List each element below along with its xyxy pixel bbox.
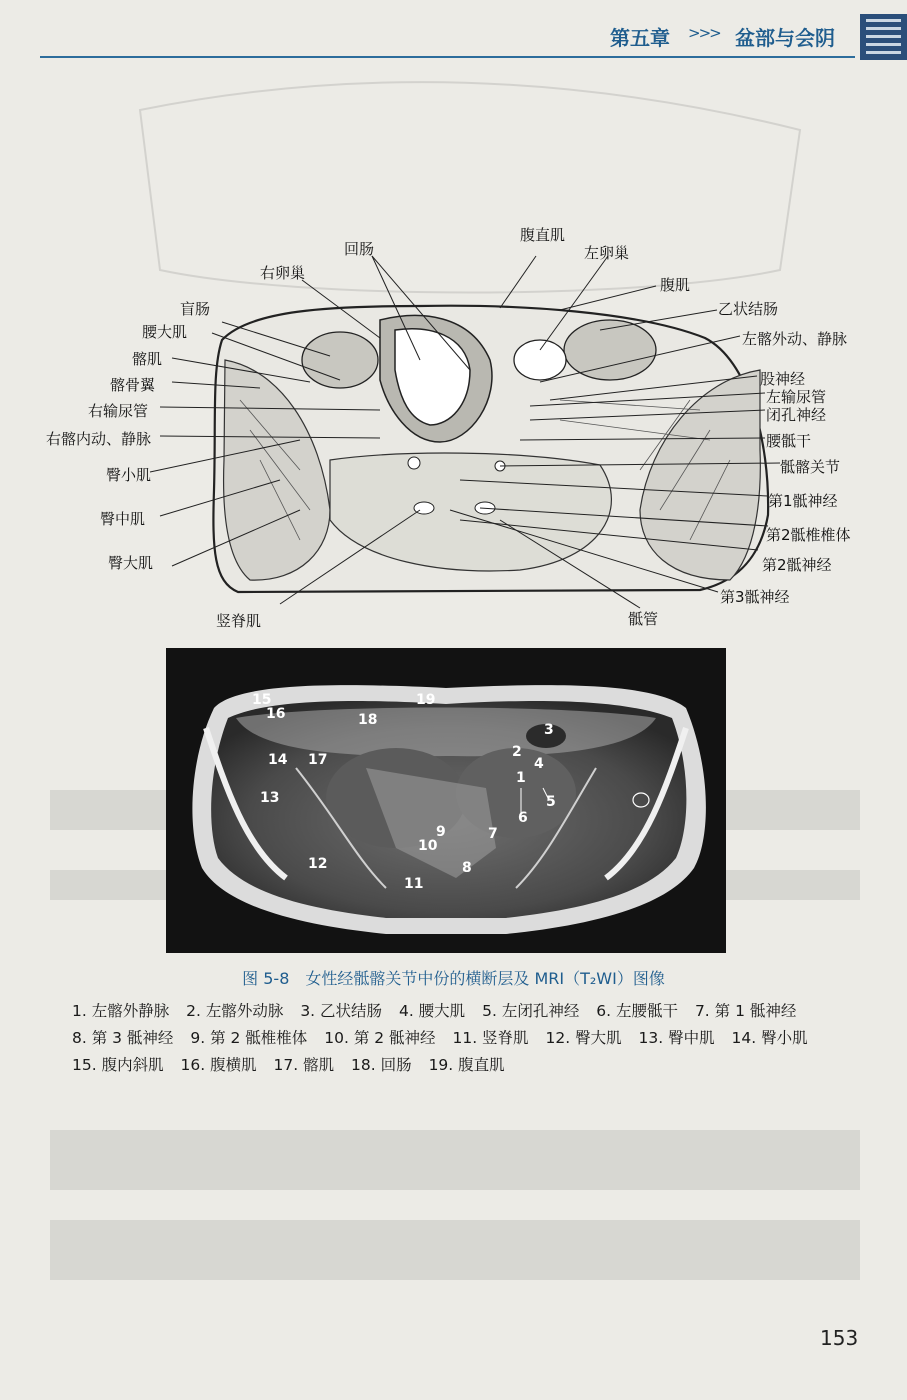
mri-label-13: 13 <box>260 790 280 806</box>
mri-label-5: 5 <box>546 794 556 810</box>
label-right-ovary: 右卵巢 <box>260 264 306 282</box>
label-erector-spinae: 竖脊肌 <box>216 612 262 630</box>
header-rule <box>40 56 855 58</box>
label-rectus-abdominis: 腹直肌 <box>520 226 566 244</box>
label-left-ovary: 左卵巢 <box>584 244 630 262</box>
label-lumbosacral-trunk: 腰骶干 <box>766 432 812 450</box>
legend-item: 19. 腹直肌 <box>428 1056 505 1074</box>
label-cecum: 盲肠 <box>180 300 211 318</box>
legend-item: 12. 臀大肌 <box>545 1029 622 1047</box>
figure-legend <box>72 998 842 1079</box>
label-femoral-nerve: 股神经 <box>760 370 806 388</box>
mri-label-2: 2 <box>512 744 522 760</box>
mri-label-7: 7 <box>488 826 498 842</box>
section-title: 盆部与会阴 <box>735 26 835 50</box>
legend-item: 13. 臀中肌 <box>638 1029 715 1047</box>
legend-item: 11. 竖脊肌 <box>452 1029 529 1047</box>
anatomy-drawing <box>0 210 907 650</box>
mri-image <box>166 648 726 953</box>
legend-item: 16. 腹横肌 <box>180 1056 257 1074</box>
legend-item: 5. 左闭孔神经 <box>482 1002 580 1020</box>
chapter-title: 第五章 <box>610 26 670 50</box>
legend-item: 15. 腹内斜肌 <box>72 1056 164 1074</box>
legend-item: 1. 左髂外静脉 <box>72 1002 170 1020</box>
legend-item: 9. 第 2 骶椎椎体 <box>190 1029 308 1047</box>
legend-item: 8. 第 3 骶神经 <box>72 1029 174 1047</box>
legend-item: 7. 第 1 骶神经 <box>694 1002 797 1020</box>
mri-scan-graphic <box>166 648 726 953</box>
mri-label-4: 4 <box>534 756 544 772</box>
mri-label-15: 15 <box>252 692 272 708</box>
label-sacral-canal: 骶管 <box>628 610 659 628</box>
label-gluteus-medius: 臀中肌 <box>100 510 146 528</box>
header-decoration <box>860 14 907 60</box>
legend-item: 6. 左腰骶干 <box>596 1002 678 1020</box>
label-ileum: 回肠 <box>344 240 375 258</box>
label-sacroiliac-joint: 骶髂关节 <box>780 458 841 476</box>
legend-item: 17. 髂肌 <box>273 1056 335 1074</box>
label-iliacus: 髂肌 <box>132 350 163 368</box>
mri-label-3: 3 <box>544 722 554 738</box>
page-number: 153 <box>820 1326 859 1350</box>
mri-label-19: 19 <box>416 692 436 708</box>
mri-label-1: 1 <box>516 770 526 786</box>
label-left-external-iliac: 左髂外动、静脉 <box>742 330 848 348</box>
label-s2-nerve: 第2骶神经 <box>762 556 832 574</box>
mri-label-14: 14 <box>268 752 288 768</box>
mri-label-9: 9 <box>436 824 446 840</box>
mri-label-8: 8 <box>462 860 472 876</box>
label-gluteus-maximus: 臀大肌 <box>108 554 154 572</box>
legend-item: 10. 第 2 骶神经 <box>324 1029 436 1047</box>
label-left-ureter: 左输尿管 <box>766 388 827 406</box>
label-sigmoid-colon: 乙状结肠 <box>718 300 779 318</box>
label-s1-nerve: 第1骶神经 <box>768 492 838 510</box>
label-gluteus-minimus: 臀小肌 <box>106 466 152 484</box>
mri-label-18: 18 <box>358 712 378 728</box>
legend-item: 14. 臀小肌 <box>731 1029 808 1047</box>
mri-label-6: 6 <box>518 810 528 826</box>
mri-label-10: 10 <box>418 838 438 854</box>
label-right-ureter: 右输尿管 <box>88 402 149 420</box>
mri-label-17: 17 <box>308 752 328 768</box>
chevron-separator: >>> <box>688 24 720 42</box>
label-s3-nerve: 第3骶神经 <box>720 588 790 606</box>
label-obturator-nerve: 闭孔神经 <box>766 406 827 424</box>
label-iliac-wing: 髂骨翼 <box>110 376 156 394</box>
mri-label-16: 16 <box>266 706 286 722</box>
legend-item: 18. 回肠 <box>351 1056 412 1074</box>
label-right-internal-iliac: 右髂内动、静脉 <box>46 430 152 448</box>
mri-label-12: 12 <box>308 856 328 872</box>
legend-item: 3. 乙状结肠 <box>300 1002 383 1020</box>
legend-item: 2. 左髂外动脉 <box>186 1002 284 1020</box>
mri-label-11: 11 <box>404 876 424 892</box>
label-s2-vertebral-body: 第2骶椎椎体 <box>766 526 851 544</box>
legend-item: 4. 腰大肌 <box>398 1002 466 1020</box>
label-psoas-major: 腰大肌 <box>142 323 188 341</box>
figure-caption: 图 5-8 女性经骶髂关节中份的横断层及 MRI（T₂WI）图像 <box>242 969 665 988</box>
label-abdominal-muscles: 腹肌 <box>660 276 691 294</box>
